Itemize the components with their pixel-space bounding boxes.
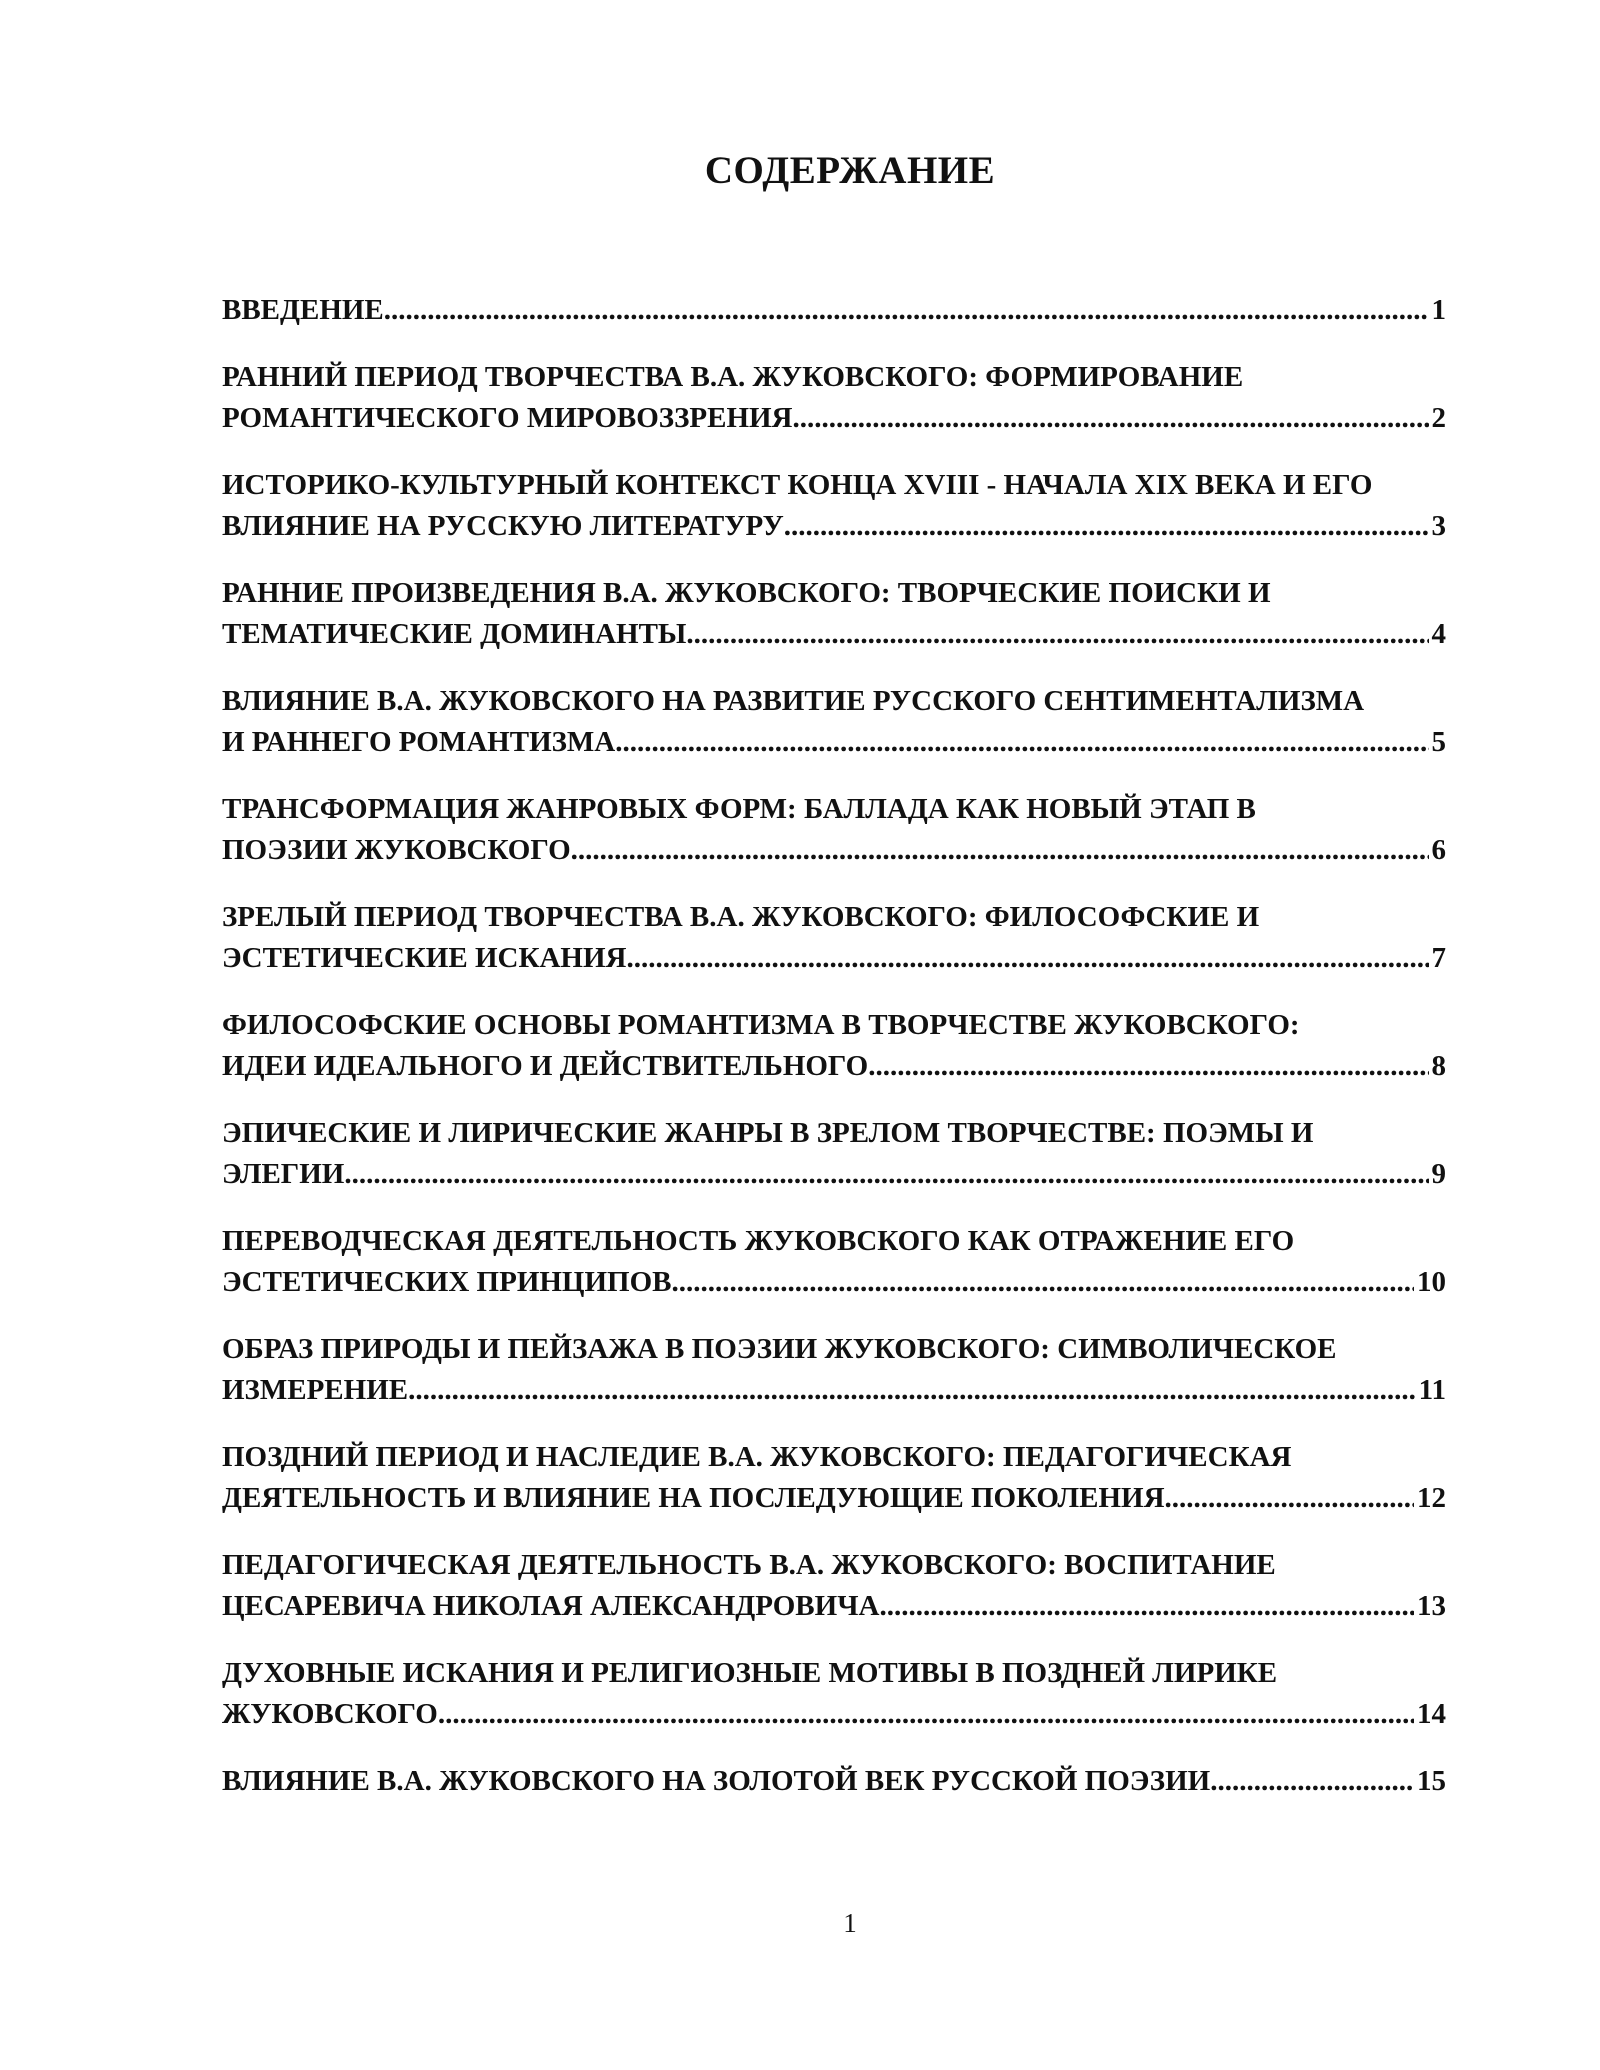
toc-entry-title-line: ПОЭЗИИ ЖУКОВСКОГО (222, 834, 571, 866)
toc-page-number: 11 (1418, 1374, 1446, 1406)
dot-leader (626, 938, 1428, 979)
toc-page-number: 10 (1417, 1266, 1446, 1298)
toc-entry[interactable] (222, 681, 1446, 763)
toc-entry[interactable] (222, 1329, 1446, 1411)
toc-entry-title-line: ОБРАЗ ПРИРОДЫ И ПЕЙЗАЖА В ПОЭЗИИ ЖУКОВСКОГО: СИМВОЛИЧЕСКОЕ (222, 1333, 1337, 1365)
toc-entry-final-line (222, 1586, 1446, 1627)
toc-entry-title-line: ИСТОРИКО-КУЛЬТУРНЫЙ КОНТЕКСТ КОНЦА XVIII - НАЧАЛА XIX ВЕКА И ЕГО (222, 469, 1373, 501)
dot-leader (879, 1586, 1414, 1627)
page-title: СОДЕРЖАНИЕ (704, 149, 996, 192)
toc-entry[interactable] (222, 1653, 1446, 1735)
toc-entry-final-line (222, 614, 1446, 655)
toc-entry-final-line (222, 830, 1446, 871)
toc-entry-final-line (222, 938, 1446, 979)
toc-entry[interactable] (222, 290, 1446, 331)
toc-entry-title-line: ПЕДАГОГИЧЕСКАЯ ДЕЯТЕЛЬНОСТЬ В.А. ЖУКОВСКОГО: ВОСПИТАНИЕ (222, 1549, 1276, 1581)
toc-entry-final-line (222, 506, 1446, 547)
toc-entry-final-line (222, 398, 1446, 439)
toc-entry-title-line: ДУХОВНЫЕ ИСКАНИЯ И РЕЛИГИОЗНЫЕ МОТИВЫ В ПОЗДНЕЙ ЛИРИКЕ (222, 1657, 1278, 1689)
dot-leader (686, 614, 1428, 655)
toc-entry[interactable] (222, 357, 1446, 439)
toc-entry-final-line (222, 1761, 1446, 1802)
toc-page-number: 8 (1431, 1050, 1446, 1082)
toc-entry-final-line (222, 1370, 1446, 1411)
toc-entry-title-line: ВЛИЯНИЕ В.А. ЖУКОВСКОГО НА ЗОЛОТОЙ ВЕК РУССКОЙ ПОЭЗИИ (222, 1765, 1211, 1797)
toc-page-number: 9 (1431, 1158, 1446, 1190)
toc-entry-final-line (222, 1478, 1446, 1519)
dot-leader (868, 1046, 1428, 1087)
toc-entry[interactable] (222, 465, 1446, 547)
toc-entry-title-line: РАННИЙ ПЕРИОД ТВОРЧЕСТВА В.А. ЖУКОВСКОГО: ФОРМИРОВАНИЕ (222, 361, 1244, 393)
toc-entry-final-line (222, 1046, 1446, 1087)
toc-page-number: 4 (1431, 618, 1446, 650)
toc-page-number: 13 (1417, 1590, 1446, 1622)
toc-entry-title-line: ИДЕИ ИДЕАЛЬНОГО И ДЕЙСТВИТЕЛЬНОГО (222, 1050, 869, 1082)
toc-entry-title-line: ИЗМЕРЕНИЕ (222, 1374, 409, 1406)
toc-entry-title-line: ПЕРЕВОДЧЕСКАЯ ДЕЯТЕЛЬНОСТЬ ЖУКОВСКОГО КАК ОТРАЖЕНИЕ ЕГО (222, 1225, 1295, 1257)
toc-entry-title-line: ЭСТЕТИЧЕСКИЕ ИСКАНИЯ (222, 942, 627, 974)
toc-entry-final-line (222, 722, 1446, 763)
toc-entry-title-line: ТРАНСФОРМАЦИЯ ЖАНРОВЫХ ФОРМ: БАЛЛАДА КАК НОВЫЙ ЭТАП В (222, 793, 1256, 825)
dot-leader (1165, 1478, 1414, 1519)
toc-entry[interactable] (222, 1005, 1446, 1087)
toc-entry-title-line: ПОЗДНИЙ ПЕРИОД И НАСЛЕДИЕ В.А. ЖУКОВСКОГО: ПЕДАГОГИЧЕСКАЯ (222, 1441, 1292, 1473)
toc-entry-title-line: ЭПИЧЕСКИЕ И ЛИРИЧЕСКИЕ ЖАНРЫ В ЗРЕЛОМ ТВОРЧЕСТВЕ: ПОЭМЫ И (222, 1117, 1314, 1149)
toc-entry-title-line: ЭЛЕГИИ (222, 1158, 345, 1190)
toc-page-number: 1 (1431, 294, 1446, 326)
page-number: 1 (843, 1908, 857, 1938)
dot-leader (408, 1370, 1416, 1411)
toc-page-number: 12 (1417, 1482, 1446, 1514)
toc-entry-title-line: ДЕЯТЕЛЬНОСТЬ И ВЛИЯНИЕ НА ПОСЛЕДУЮЩИЕ ПОКОЛЕНИЯ (222, 1482, 1165, 1514)
toc-page-number: 14 (1417, 1698, 1446, 1730)
toc-entry-final-line (222, 1694, 1446, 1735)
toc-entry[interactable] (222, 1761, 1446, 1802)
toc-page-number: 6 (1431, 834, 1446, 866)
toc-entry-title-line: РАННИЕ ПРОИЗВЕДЕНИЯ В.А. ЖУКОВСКОГО: ТВОРЧЕСКИЕ ПОИСКИ И (222, 577, 1271, 609)
toc-page-number: 15 (1417, 1765, 1446, 1797)
toc-entry-title-line: ЗРЕЛЫЙ ПЕРИОД ТВОРЧЕСТВА В.А. ЖУКОВСКОГО: ФИЛОСОФСКИЕ И (222, 901, 1260, 933)
dot-leader (672, 1262, 1415, 1303)
toc-entry[interactable] (222, 573, 1446, 655)
dot-leader (571, 830, 1429, 871)
toc-entry[interactable] (222, 897, 1446, 979)
dot-leader (344, 1154, 1428, 1195)
toc-entry-title-line: ВЛИЯНИЕ В.А. ЖУКОВСКОГО НА РАЗВИТИЕ РУССКОГО СЕНТИМЕНТАЛИЗМА (222, 685, 1365, 717)
toc-entry[interactable] (222, 789, 1446, 871)
toc-entry-title-line: ТЕМАТИЧЕСКИЕ ДОМИНАНТЫ (222, 618, 687, 650)
toc-entry-final-line (222, 1154, 1446, 1195)
dot-leader (384, 290, 1429, 331)
toc-page-number: 7 (1431, 942, 1446, 974)
toc-page-number: 5 (1431, 726, 1446, 758)
toc-entry-title-line: ЖУКОВСКОГО (222, 1698, 438, 1730)
dot-leader (438, 1694, 1414, 1735)
toc-entry[interactable] (222, 1437, 1446, 1519)
table-of-contents (222, 290, 1446, 1828)
dot-leader (793, 398, 1429, 439)
toc-entry-final-line (222, 1262, 1446, 1303)
toc-page-number: 3 (1431, 510, 1446, 542)
toc-entry[interactable] (222, 1113, 1446, 1195)
dot-leader (615, 722, 1428, 763)
toc-entry-final-line (222, 290, 1446, 331)
toc-entry[interactable] (222, 1221, 1446, 1303)
toc-entry-title-line: И РАННЕГО РОМАНТИЗМА (222, 726, 616, 758)
toc-entry-title-line: ВВЕДЕНИЕ (222, 294, 384, 326)
toc-entry-title-line: ЦЕСАРЕВИЧА НИКОЛАЯ АЛЕКСАНДРОВИЧА (222, 1590, 880, 1622)
toc-entry-title-line: ЭСТЕТИЧЕСКИХ ПРИНЦИПОВ (222, 1266, 672, 1298)
toc-page-number: 2 (1431, 402, 1446, 434)
toc-entry-title-line: РОМАНТИЧЕСКОГО МИРОВОЗЗРЕНИЯ (222, 402, 793, 434)
dot-leader (1210, 1761, 1414, 1802)
toc-entry-title-line: ФИЛОСОФСКИЕ ОСНОВЫ РОМАНТИЗМА В ТВОРЧЕСТВЕ ЖУКОВСКОГО: (222, 1009, 1300, 1041)
toc-entry-title-line: ВЛИЯНИЕ НА РУССКУЮ ЛИТЕРАТУРУ (222, 510, 784, 542)
dot-leader (784, 506, 1429, 547)
toc-entry[interactable] (222, 1545, 1446, 1627)
